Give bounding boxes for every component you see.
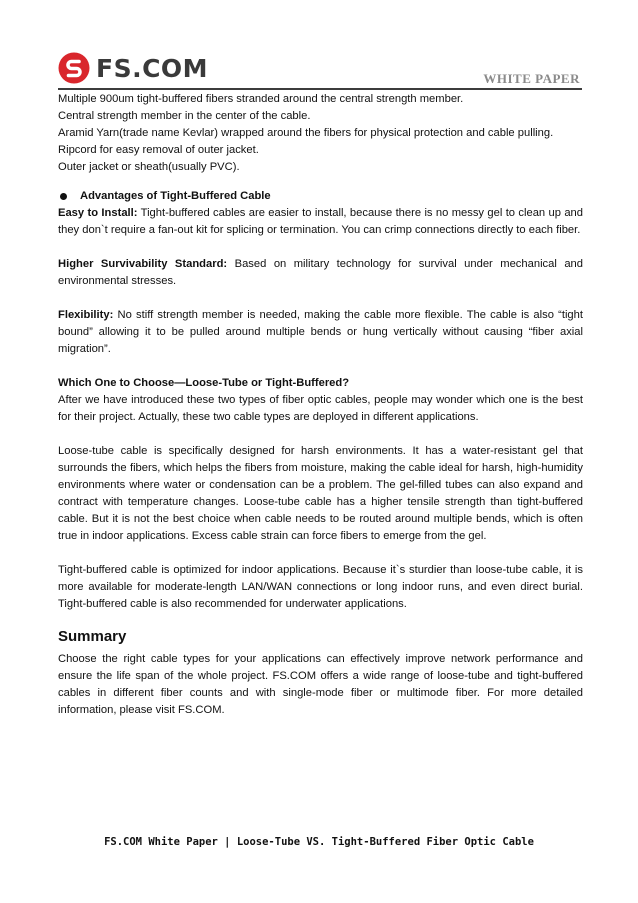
document-type-label: WHITE PAPER — [483, 71, 580, 86]
page-content — [58, 91, 583, 719]
intro-line: Central strength member in the center of the cable. — [58, 110, 311, 122]
advantage-term: Flexibility: — [58, 309, 114, 321]
advantage-term: Easy to Install: — [58, 207, 138, 219]
header-divider — [58, 88, 582, 90]
advantage-term: Higher Survivability Standard: — [58, 258, 228, 270]
fs-logo — [58, 50, 208, 86]
choose-paragraph: Tight-buffered cable is optimized for indoor applications. Because it`s sturdier than loose-tube cable, it is more available for moderate-length LAN/WAN connections or long indoor runs, and even direct burial. Tight-buffered cable is also recommended for underwater applications. — [58, 564, 583, 610]
logo-text: FS.COM — [96, 53, 209, 83]
advantage-item — [58, 256, 583, 290]
advantage-item — [58, 307, 583, 358]
intro-line: Outer jacket or sheath(usually PVC). — [58, 161, 240, 173]
summary-paragraph: Choose the right cable types for your applications can effectively improve network performance and ensure the life span of the whole project. FS.COM offers a wide range of loose-tube and tight-buffered cables in different fiber counts and with single-mode fiber or multimode fiber. For more detailed information, please visit FS.COM. — [58, 653, 583, 716]
intro-line: Multiple 900um tight-buffered fibers stranded around the central strength member. — [58, 93, 464, 105]
intro-line: Ripcord for easy removal of outer jacket. — [58, 144, 259, 156]
intro-line: Aramid Yarn(trade name Kevlar) wrapped around the fibers for physical protection and cable pulling. — [58, 127, 554, 139]
bullet-icon — [60, 193, 67, 200]
advantage-text: Based on military technology for survival under mechanical and environmental stresses. — [58, 258, 583, 287]
advantages-heading — [58, 188, 583, 205]
choose-paragraph: Loose-tube cable is specifically designed for harsh environments. It has a water-resistant gel that surrounds the fibers, which helps the fibers from moisture, making the cable ideal for harsh, high-humidity environments where water or condensation can be a problem. The gel-filled tubes can also expand and contract with temperature changes. Loose-tube cable has a higher tensile strength than tight-buffered cable. But it is not the best choice when cable needs to be routed around multiple bends, which is often true in indoor applications. Excess cable strain can force fibers to emerge from the gel. — [58, 445, 583, 542]
advantage-text: No stiff strength member is needed, making the cable more flexible. The cable is also “tight bound” allowing it to be pulled around multiple bends or hung vertically without causing “fiber axial migration”. — [58, 309, 583, 355]
summary-heading: Summary — [58, 628, 127, 645]
advantage-item — [58, 205, 583, 239]
page-footer: FS.COM White Paper | Loose-Tube VS. Tight-Buffered Fiber Optic Cable — [104, 836, 534, 848]
choose-heading: Which One to Choose—Loose-Tube or Tight-Buffered? — [58, 377, 350, 389]
choose-paragraph: After we have introduced these two types of fiber optic cables, people may wonder which one is the best for their project. Actually, these two cable types are deployed in different applications. — [58, 394, 583, 423]
advantages-heading-text: Advantages of Tight-Buffered Cable — [80, 190, 271, 202]
fs-logo-icon — [58, 52, 90, 84]
advantage-text: Tight-buffered cables are easier to install, because there is no messy gel to clean up and they don`t require a fan-out kit for splicing or termination. You can crimp connections directly to each fiber. — [58, 207, 583, 236]
